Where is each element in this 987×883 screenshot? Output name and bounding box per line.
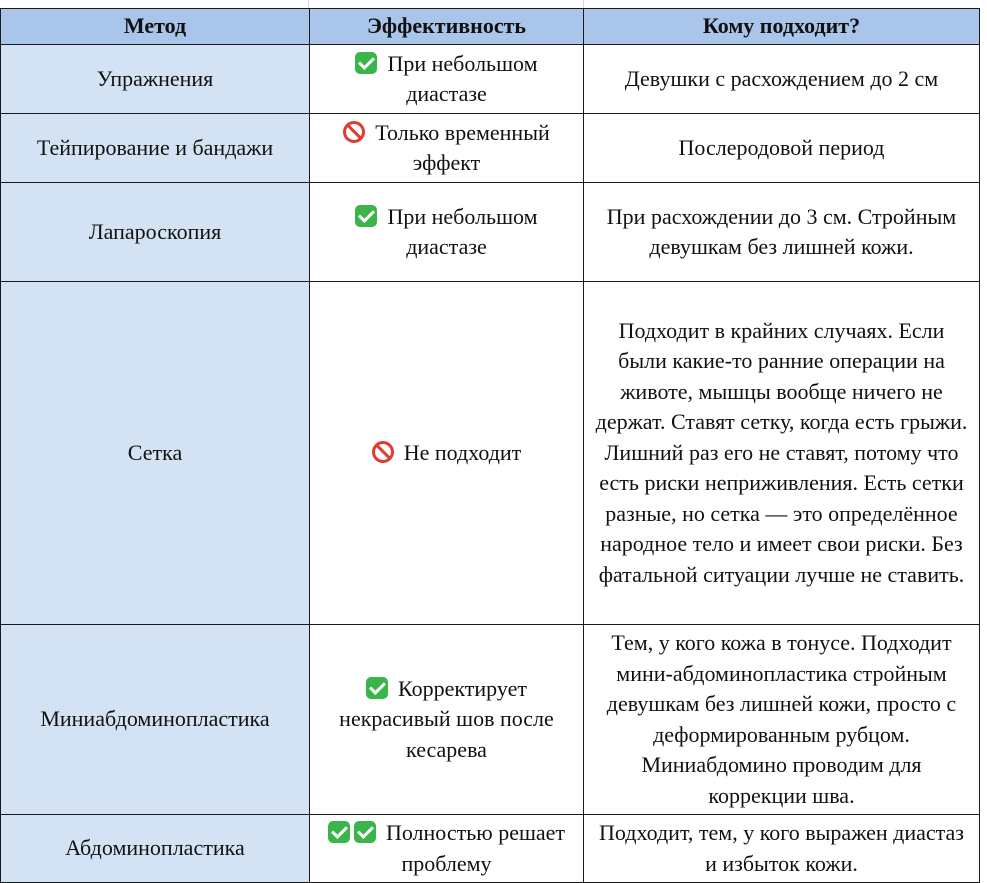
effectiveness-text: При небольшом диастазе	[387, 50, 538, 106]
table-row	[1, 183, 980, 282]
who-cell[interactable]: Подходит в крайних случаях. Если были какие-то ранние операции на животе, мышцы вообще ничего не держат. Ставят сетку, когда есть грыжи. Лишний раз его не ставят, потому что есть риски неприживления. Есть сетки разные, но сетка — это определённое народное тело и имеет свои риски. Без фатальной ситуации лучше не ставить.	[584, 282, 980, 625]
effectiveness-cell[interactable]	[310, 114, 584, 183]
table-row	[1, 45, 980, 114]
header-row	[1, 9, 980, 45]
check-icon	[328, 821, 350, 843]
effectiveness-cell[interactable]	[310, 45, 584, 114]
effectiveness-text: Корректирует некрасивый шов после кесарева	[339, 675, 554, 762]
effectiveness-text: Полностью решает проблему	[385, 820, 566, 876]
check-icon	[355, 52, 377, 74]
method-cell[interactable]: Сетка	[1, 282, 310, 625]
effectiveness-text: Только временный эффект	[375, 119, 550, 175]
method-cell[interactable]: Упражнения	[1, 45, 310, 114]
effectiveness-cell[interactable]	[310, 282, 584, 625]
check-icon	[354, 821, 376, 843]
effectiveness-cell[interactable]	[310, 183, 584, 282]
header-method[interactable]: Метод	[1, 9, 310, 45]
who-cell[interactable]: Подходит, тем, у кого выражен диастаз и избыток кожи.	[584, 815, 980, 883]
table-row	[1, 282, 980, 625]
who-cell[interactable]: При расхождении до 3 см. Стройным девушкам без лишней кожи.	[584, 183, 980, 282]
comparison-table	[0, 8, 980, 883]
table-row	[1, 625, 980, 815]
gridline	[583, 0, 584, 8]
gridline	[308, 0, 309, 8]
header-who[interactable]: Кому подходит?	[584, 9, 980, 45]
who-cell[interactable]: Послеродовой период	[584, 114, 980, 183]
prohibited-icon	[372, 441, 394, 463]
check-icon	[366, 677, 388, 699]
effectiveness-cell[interactable]	[310, 625, 584, 815]
who-cell[interactable]: Тем, у кого кожа в тонусе. Подходит мини-абдоминопластика стройным девушкам без лишней кожи, просто с деформированным рубцом. Миниабдомино проводим для коррекции шва.	[584, 625, 980, 815]
effectiveness-text: Не подходит	[403, 439, 522, 465]
method-cell[interactable]: Миниабдоминопластика	[1, 625, 310, 815]
table-row	[1, 114, 980, 183]
effectiveness-cell[interactable]	[310, 815, 584, 883]
method-cell[interactable]: Абдоминопластика	[1, 815, 310, 883]
table-row	[1, 815, 980, 883]
method-cell[interactable]: Тейпирование и бандажи	[1, 114, 310, 183]
method-cell[interactable]: Лапароскопия	[1, 183, 310, 282]
header-effectiveness[interactable]: Эффективность	[310, 9, 584, 45]
who-cell[interactable]: Девушки с расхождением до 2 см	[584, 45, 980, 114]
effectiveness-text: При небольшом диастазе	[387, 203, 538, 259]
check-icon	[355, 205, 377, 227]
prohibited-icon	[343, 121, 365, 143]
